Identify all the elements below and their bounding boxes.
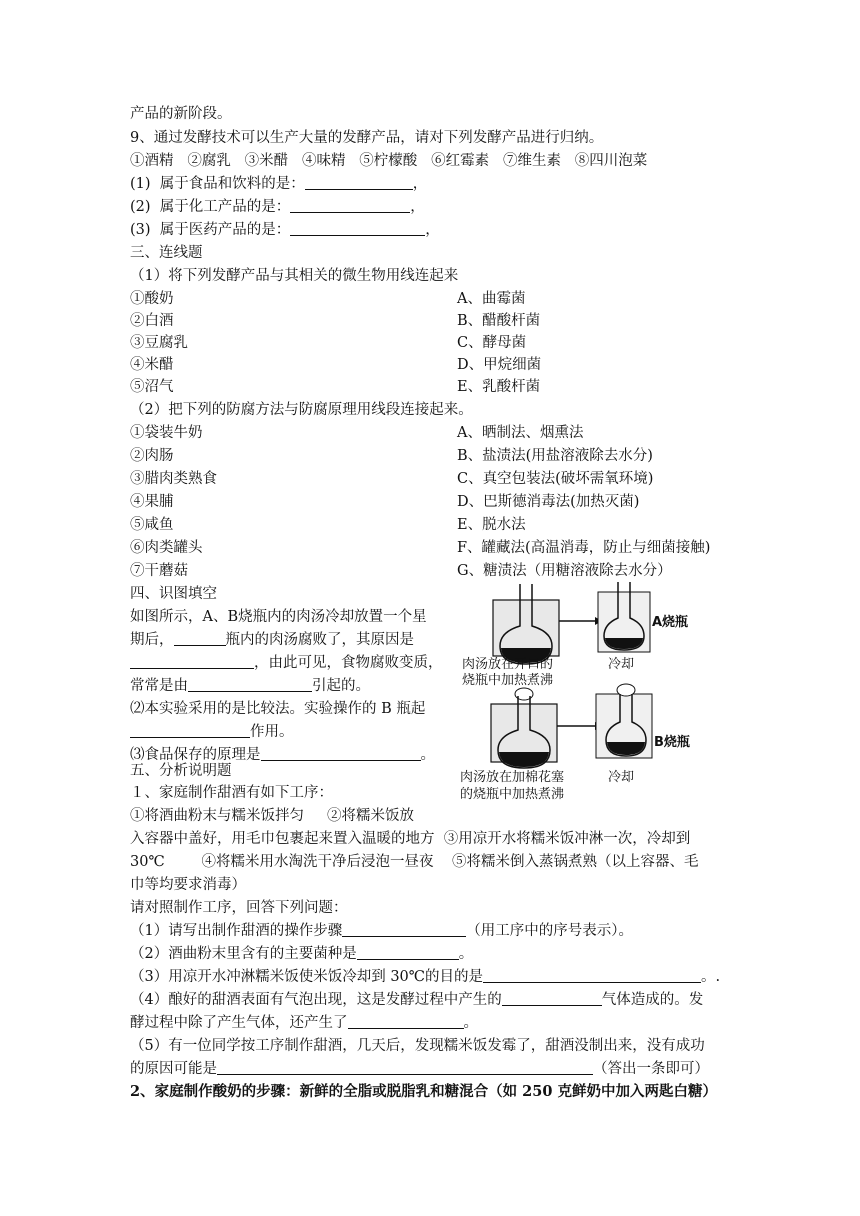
answer-blank[interactable] [342,921,466,937]
match1-right: A、曲霉菌 [457,291,526,307]
text: （4）酿好的甜酒表面有气泡出现，这是发酵过程中产生的 [130,992,502,1008]
q9-sub2-label: (2) 属于化工产品的是： [130,199,291,215]
sec4-line3 [130,652,443,674]
match2-left: ③腊肉类熟食 [130,471,217,487]
match1-row [130,376,541,398]
flask-experiment-figure [456,576,728,806]
sec5-title: 五、分析说明题 [130,763,232,779]
flask-a-cooled [598,582,650,652]
sec4-line5: ⑵本实验采用的是比较法。实验操作的 B 瓶起 [130,701,426,717]
sec5-q2: 2、家庭制作酸奶的步骤：新鲜的全脂或脱脂乳和糖混合（如 250 克鲜奶中加入两匙白糖） [130,1083,717,1100]
answer-blank[interactable] [348,1013,464,1029]
sec4-line1: 如图所示，A、B烧瓶内的肉汤冷却放置一个星 [130,609,427,625]
match1-row [130,332,527,354]
match1-row [130,288,526,310]
match1-right: C、酵母菌 [457,335,527,351]
sec5-a4-cont [130,1012,478,1034]
sec5-a5: （5）有一位同学按工序制作甜酒，几天后，发现糯米饭发霉了，甜酒没制出来，没有成功 [130,1038,705,1054]
answer-blank[interactable] [130,722,250,738]
sec5-steps-line2: 入容器中盖好，用毛巾包裹起来置入温暖的地方 ③用凉开水将糯米饭冲淋一次，冷却到 [130,831,691,847]
caption-b-line2: 的烧瓶中加热煮沸 [460,787,565,802]
match2-left: ④果脯 [130,494,174,510]
match2-right: E、脱水法 [457,517,526,533]
match2-row [130,491,640,513]
match2-right: C、真空包装法(破坏需氧环境) [457,471,654,487]
match1-right: D、甲烷细菌 [457,357,542,373]
text: （2）酒曲粉末里含有的主要菌种是 [130,946,357,962]
match2-row [130,468,654,490]
text: 常常是由 [130,678,188,694]
sec5-steps-line4: 巾等均要求消毒） [130,877,246,893]
text: 。. [701,969,721,985]
flask-open-heating [493,584,559,664]
sec3-title: 三、连线题 [130,245,203,261]
cool-a-label: 冷却 [608,657,635,672]
sec4-line2 [130,629,414,651]
text: ，由此可见，食物腐败变质， [254,655,443,671]
match2-right: A、晒制法、烟熏法 [457,425,584,441]
text: 气体造成的。发 [601,992,704,1008]
match2-right: D、巴斯德消毒法(加热灭菌) [457,494,640,510]
match2-left: ⑤咸鱼 [130,517,174,533]
cool-b-label: 冷却 [608,770,635,785]
sec5-prompt: 请对照制作工序，回答下列问题： [130,900,348,916]
match2-row [130,560,672,582]
match2-right: F、罐藏法(高温消毒，防止与细菌接触) [457,540,711,556]
sec3-part2-title: （2）把下列的防腐方法与防腐原理用线段连接起来。 [130,402,473,418]
match1-right: E、乳酸杆菌 [457,379,541,395]
q9-stem: 9、通过发酵技术可以生产大量的发酵产品，请对下列发酵产品进行归纳。 [130,130,604,146]
q9-sub3 [130,219,440,241]
flask-b-cooled [596,684,652,758]
sec5-a1 [130,920,633,942]
q9-sub2 [130,196,425,218]
sec5-q1-title: １、家庭制作甜酒有如下工序： [130,785,333,801]
caption-a-line1: 肉汤放在开口的 [462,657,554,672]
punct: ， [425,222,440,238]
answer-blank[interactable] [130,653,254,669]
text: 期后， [130,632,174,648]
caption-b-line1: 肉汤放在加棉花塞 [460,770,565,785]
q9-sub1-label: (1) 属于食品和饮料的是： [130,176,305,192]
match1-left: ①酸奶 [130,291,174,307]
answer-blank[interactable] [290,197,410,213]
match2-right: B、盐渍法(用盐溶液除去水分) [457,448,653,464]
punct: ， [412,176,428,192]
match2-row [130,537,711,559]
text: （3）用凉开水冲淋糯米饭使米饭冷却到 30℃的目的是 [130,969,484,985]
flask-cotton-heating [491,688,557,768]
sec4-title: 四、识图填空 [130,586,217,602]
match1-left: ⑤沼气 [130,379,174,395]
sec4-line6 [130,721,294,743]
text: 。 [458,946,474,962]
q9-items: ①酒精 ②腐乳 ③米醋 ④味精 ⑤柠檬酸 ⑥红霉素 ⑦维生素 ⑧四川泡菜 [130,153,648,169]
sec3-part1-title: （1）将下列发酵产品与其相关的微生物用线连起来 [130,268,459,284]
text: （用工序中的序号表示）。 [466,923,633,939]
text: （答出一条即可） [593,1061,709,1077]
text: 酵过程中除了产生气体，还产生了 [130,1015,348,1031]
answer-blank[interactable] [305,174,413,190]
sec4-line4 [130,675,370,697]
text: 。 [420,747,435,763]
text: 作用。 [250,724,294,740]
answer-blank[interactable] [174,630,226,646]
sec5-a3 [130,966,720,988]
flask-a-label: A烧瓶 [652,615,689,630]
match1-right: B、醋酸杆菌 [457,313,541,329]
section-end-text: 产品的新阶段。 [130,106,232,122]
match2-left: ⑥肉类罐头 [130,540,203,556]
q9-sub3-label: (3) 属于医药产品的是： [130,222,291,238]
text: 的原因可能是 [130,1061,217,1077]
flask-b-label: B烧瓶 [654,735,690,750]
caption-a-line2: 烧瓶中加热煮沸 [462,673,554,688]
sec5-steps-line1: ①将酒曲粉末与糯米饭拌匀 ②将糯米饭放 [130,808,415,824]
answer-blank[interactable] [261,745,421,761]
text: （1）请写出制作甜酒的操作步骤 [130,923,343,939]
match2-left: ①袋装牛奶 [130,425,203,441]
answer-blank[interactable] [483,967,701,983]
match2-left: ⑦干蘑菇 [130,563,188,579]
match1-left: ③豆腐乳 [130,335,188,351]
text: 瓶内的肉汤腐败了，其原因是 [225,632,414,648]
text: 引起的。 [312,678,370,694]
answer-blank[interactable] [217,1059,593,1075]
q9-sub1 [130,173,427,195]
answer-blank[interactable] [290,220,425,236]
sec5-a4 [130,989,703,1011]
match2-row [130,445,653,467]
match1-left: ④米醋 [130,357,174,373]
match2-row [130,422,584,444]
match1-row [130,354,542,376]
match1-left: ②白酒 [130,313,174,329]
match2-left: ②肉肠 [130,448,174,464]
text: 。 [463,1015,478,1031]
match2-right: G、糖渍法（用糖溶液除去水分） [457,563,672,579]
sec5-a2 [130,943,473,965]
punct: ， [410,199,425,215]
text: ⑶食品保存的原理是 [130,747,261,763]
answer-blank[interactable] [502,990,602,1006]
sec5-a5-cont [130,1058,709,1080]
match1-row [130,310,541,332]
answer-blank[interactable] [188,676,312,692]
match2-row [130,514,526,536]
answer-blank[interactable] [357,944,459,960]
sec5-steps-line3: 30℃ ④将糯米用水淘洗干净后浸泡一昼夜 ⑤将糯米倒入蒸锅煮熟（以上容器、毛 [130,854,699,870]
